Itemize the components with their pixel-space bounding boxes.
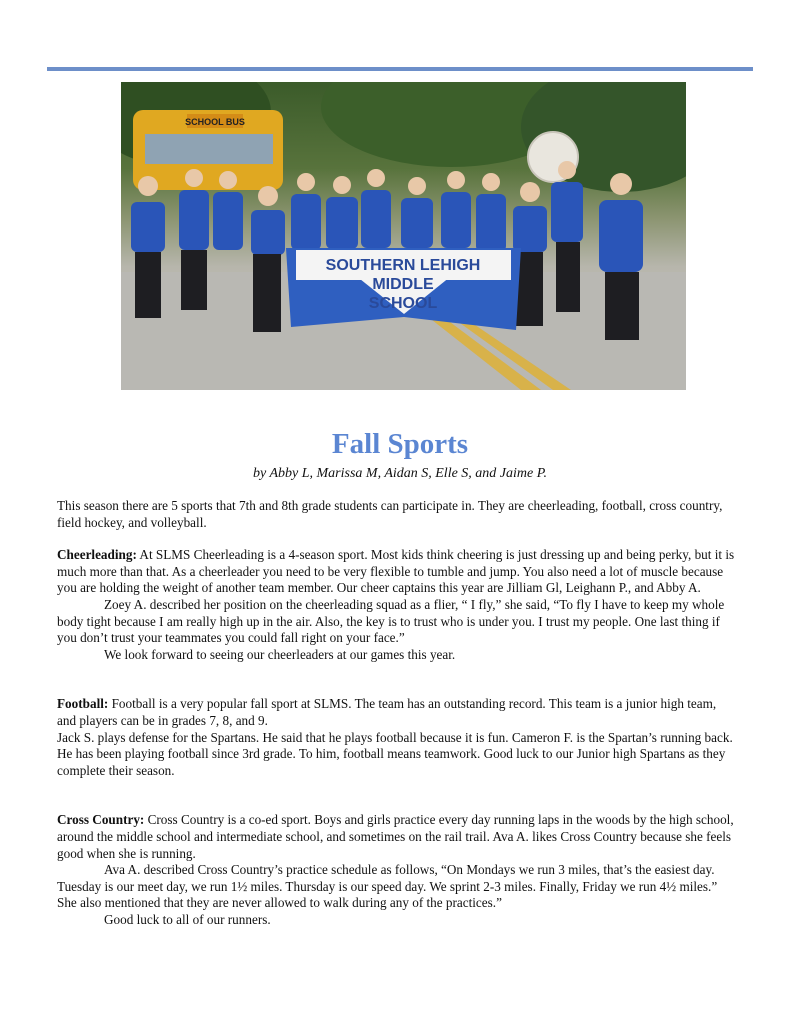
header-rule bbox=[47, 67, 753, 71]
cross-country-text: Cross Country is a co-ed sport. Boys and girls practice every day running laps in the woods by the high school, around the middle school and intermediate school, and sometimes on the rail trail. Ava A. likes Cross Country because she feels good when she is running. bbox=[57, 812, 734, 861]
marching-band-photo bbox=[121, 82, 686, 390]
football-paragraph bbox=[57, 696, 737, 729]
banner-line-2: MIDDLE bbox=[372, 276, 434, 293]
article-title: Fall Sports bbox=[331, 428, 469, 460]
banner-line-1: SOUTHERN LEHIGH bbox=[325, 257, 481, 274]
cheerleading-quote-paragraph: Zoey A. described her position on the cheerleading squad as a flier, “ I fly,” she said, “To fly I have to keep my whole body tight because I am really high up in the air. Also, the key is to trust who is under you. I trust my people. One last thing if you don’t trust your teammates you could fall right on your face.” bbox=[57, 596, 725, 646]
football-text: Football is a very popular fall sport at SLMS. The team has an outstanding record. This team is a junior high team, and players can be in grades 7, 8, and 9. bbox=[57, 696, 717, 728]
cheerleading-paragraph bbox=[57, 547, 737, 597]
banner-line-3: SCHOOL bbox=[368, 295, 438, 312]
photo-illustration bbox=[121, 82, 686, 390]
cheerleading-heading: Cheerleading: bbox=[57, 547, 137, 563]
cross-country-heading: Cross Country: bbox=[57, 812, 145, 828]
football-players-paragraph: Jack S. plays defense for the Spartans. He said that he plays football because it is fun. Cameron F. is the Spartan’s running back. He has been playing football since 3rd grade. To him, football means teamwork. Good luck to our Junior high Spartans as they complete their season. bbox=[57, 729, 733, 778]
article-byline: by Abby L, Marissa M, Aidan S, Elle S, and Jaime P. bbox=[253, 466, 547, 481]
bus-sign: SCHOOL BUS bbox=[185, 117, 245, 127]
cheerleading-text: At SLMS Cheerleading is a 4-season sport. Most kids think cheering is just dressing up and being perky, but it is much more than that. As a cheerleader you need to be very flexible to tumble and jump. You also need a lot of muscle because you are holding the weight of another team member. Our cheer captains this year are Jilliam Gl, Leighann P., and Abby A. bbox=[57, 547, 735, 596]
cross-country-paragraph bbox=[57, 812, 737, 862]
cross-country-schedule-paragraph: Ava A. described Cross Country’s practice schedule as follows, “On Mondays we run 3 miles, that’s the easiest day. Tuesday is our meet day, we run 1½ miles. Thursday is our speed day. We sprint 2-3 miles. Finally, Friday we run 4½ miles.” She also mentioned that they are never allowed to walk during any of the practices.” bbox=[57, 862, 718, 911]
cross-country-closing-paragraph: Good luck to all of our runners. bbox=[104, 911, 271, 927]
football-heading: Football: bbox=[57, 696, 109, 712]
article-body bbox=[57, 498, 737, 928]
intro-paragraph: This season there are 5 sports that 7th and 8th grade students can participate in. They are cheerleading, football, cross country, field hockey, and volleyball. bbox=[57, 498, 723, 530]
cheerleading-closing-paragraph: We look forward to seeing our cheerleaders at our games this year. bbox=[104, 646, 456, 662]
